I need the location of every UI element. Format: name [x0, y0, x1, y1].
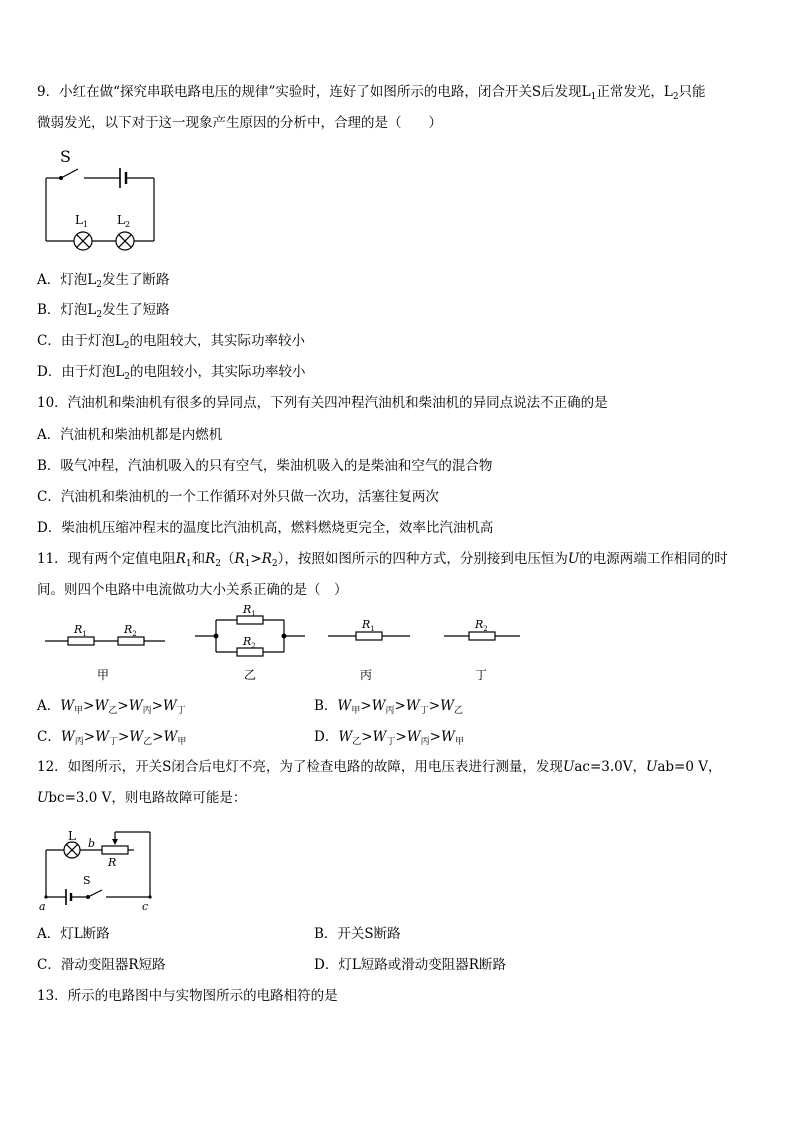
q10-option-c: C．汽油机和柴油机的一个工作循环对外只做一次功，活塞往复两次 [37, 489, 439, 505]
q9-stem-line1: 9．小红在做“探究串联电路电压的规律”实验时，连好了如图所示的电路，闭合开关S后发现$L_1$正常发光，$L_2$只能 [37, 84, 706, 102]
jia-caption: 甲 [97, 668, 110, 682]
q11-option-b: B．$W_甲>W_丙>W_丁>W_乙$ [314, 698, 463, 716]
q9-lamp2-label: $L_2$ [117, 213, 131, 229]
q12-switch-label: S [83, 874, 91, 887]
q11-option-a: A．$W_甲>W_乙>W_丙>W_丁$ [37, 698, 186, 716]
q11-stem-line1: 11．现有两个定值电阻$R_1$和$R_2(R_1>R_2)$，按照如图所示的四种方式，分别接到电压恒为U的电源两端工作相同的时 [37, 551, 728, 569]
q9-circuit-figure [40, 142, 160, 246]
ding-r2-label: $R_2$ [475, 618, 488, 633]
jia-r2-label: $R_2$ [124, 623, 137, 638]
q12-stem-line1: 12．如图所示，开关S闭合后电灯不亮，为了检查电路的故障，用电压表进行测量，发现Uac=3.0V，Uab=0 V， [37, 759, 722, 775]
q9-option-a: A．灯泡$L_2$发生了断路 [37, 272, 170, 290]
q10-option-b: B．吸气冲程，汽油机吸入的只有空气，柴油机吸入的是柴油和空气的混合物 [37, 458, 493, 474]
q12-lamp-label: L [68, 829, 76, 843]
bing-caption: 丙 [360, 668, 373, 682]
q11-option-d: D．$W_乙>W_丁>W_丙>W_甲$ [314, 729, 464, 747]
ding-caption: 丁 [475, 668, 488, 682]
q11-option-c: C．$W_丙>W_丁>W_乙>W_甲$ [37, 729, 187, 747]
yi-r1-label: $R_1$ [243, 603, 256, 618]
bing-r1-label: $R_1$ [362, 618, 375, 633]
q10-option-d: D．柴油机压缩冲程末的温度比汽油机高，燃料燃烧更完全，效率比汽油机高 [37, 520, 494, 536]
q12-point-b-label: b [88, 837, 96, 850]
q12-stem-line2: Ubc=3.0 V，则电路故障可能是： [37, 790, 247, 806]
q9-switch-label: S [60, 147, 71, 166]
q10-stem: 10．汽油机和柴油机有很多的异同点，下列有关四冲程汽油机和柴油机的异同点说法不正确的是 [37, 395, 608, 411]
q12-option-b: B．开关S断路 [314, 926, 401, 942]
jia-r1-label: $R_1$ [74, 623, 87, 638]
q12-circuit-figure [38, 822, 168, 914]
q9-option-c: C．由于灯泡$L_2$的电阻较大，其实际功率较小 [37, 333, 306, 351]
q11-stem-line2: 间。则四个电路中电流做功大小关系正确的是（ ） [37, 582, 348, 598]
q12-point-a-label: a [39, 900, 46, 913]
q10-option-a: A．汽油机和柴油机都是内燃机 [37, 427, 223, 443]
q9-stem-line2: 微弱发光，以下对于这一现象产生原因的分析中，合理的是（ ） [37, 115, 442, 131]
q12-option-c: C．滑动变阻器R短路 [37, 957, 166, 973]
q12-option-d: D．灯L短路或滑动变阻器R断路 [314, 957, 506, 973]
q9-lamp1-label: $L_1$ [75, 213, 89, 229]
q9-option-b: B．灯泡$L_2$发生了短路 [37, 302, 170, 320]
yi-r2-label: $R_2$ [243, 635, 256, 650]
q12-point-c-label: c [142, 900, 149, 913]
q9-option-d: D．由于灯泡$L_2$的电阻较小，其实际功率较小 [37, 364, 306, 382]
q12-rheostat-label: R [108, 856, 117, 869]
q12-option-a: A．灯L断路 [37, 926, 110, 942]
q11-circuits-figure [40, 603, 530, 686]
yi-caption: 乙 [244, 668, 257, 682]
q13-stem: 13．所示的电路图中与实物图所示的电路相符的是 [37, 988, 338, 1004]
